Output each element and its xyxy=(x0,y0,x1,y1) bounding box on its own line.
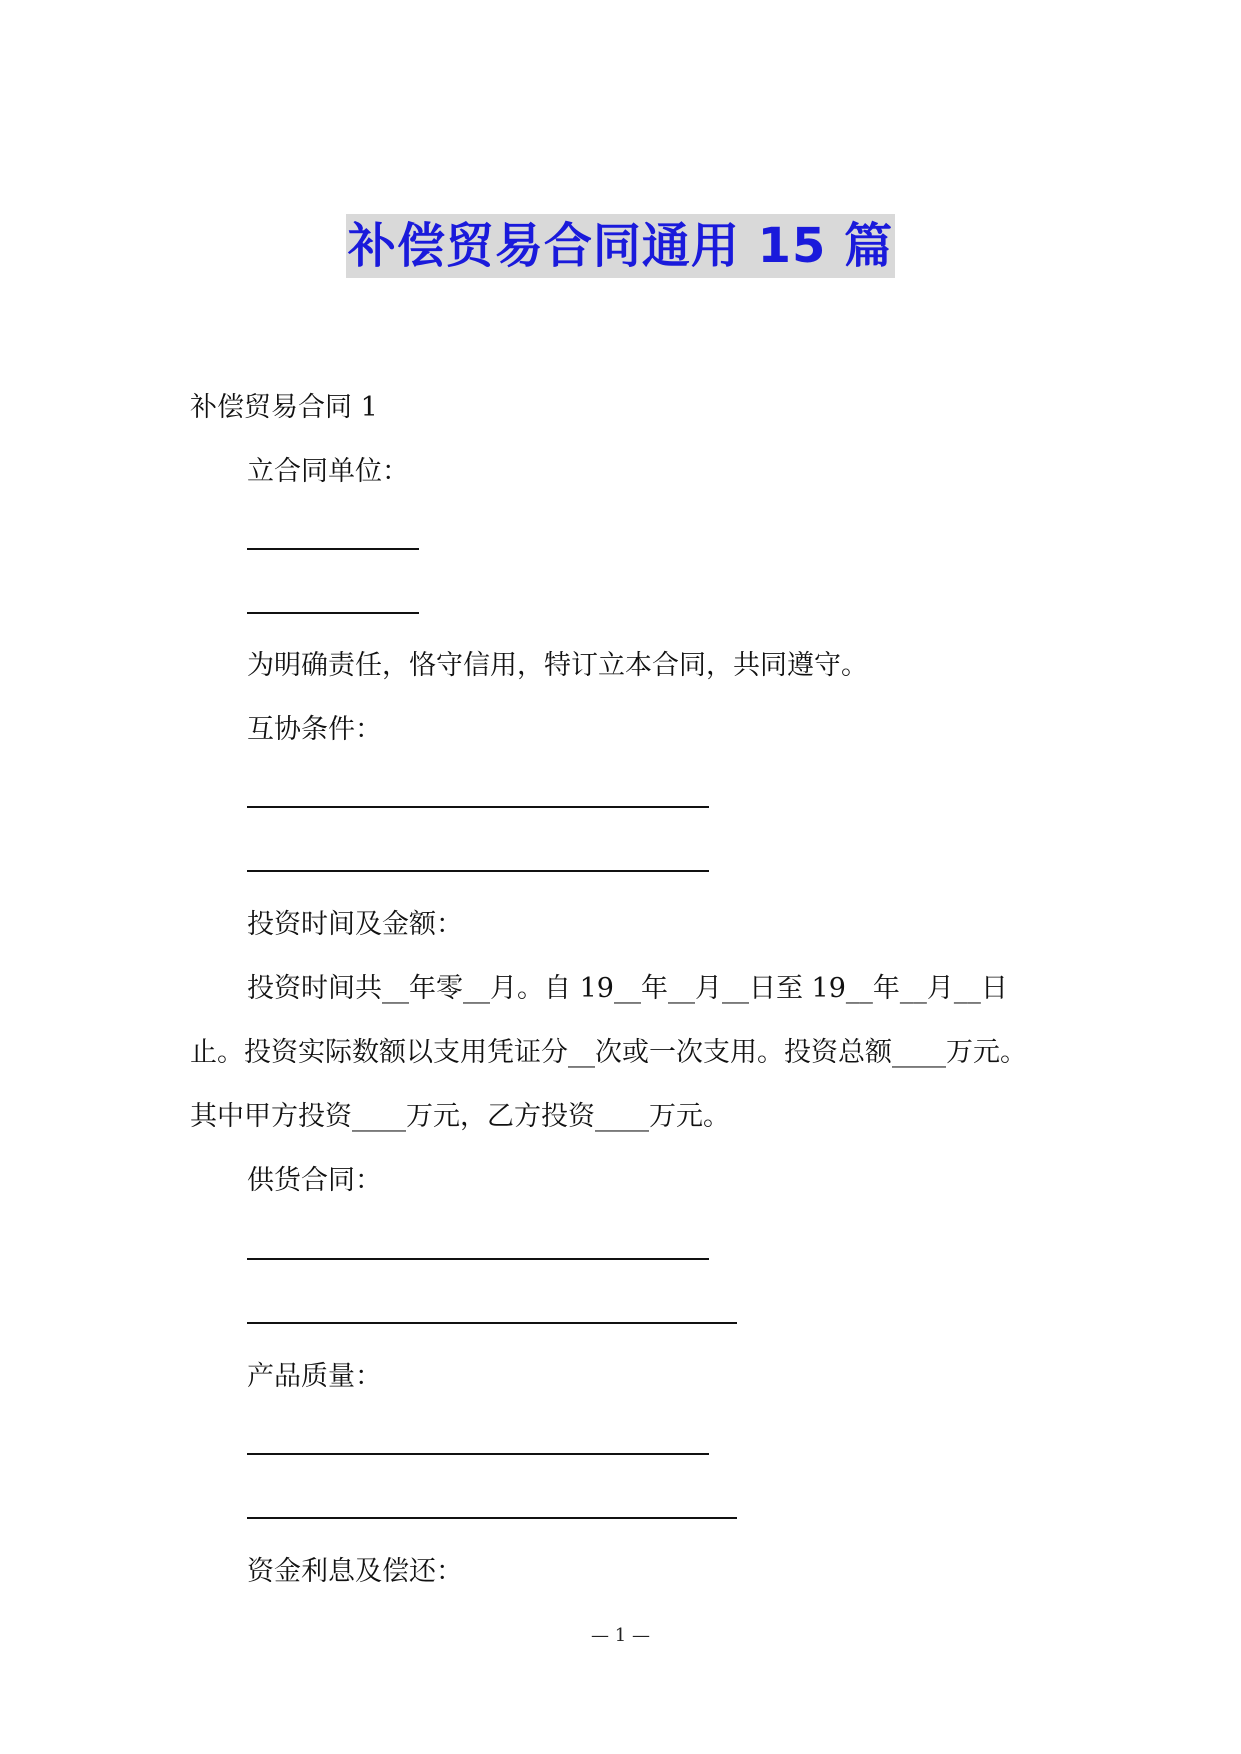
cooperation-blank-1 xyxy=(247,806,709,808)
supply-label: 供货合同： xyxy=(247,1165,382,1196)
supply-blank-2 xyxy=(247,1322,737,1324)
party-a-blank xyxy=(247,548,419,550)
cooperation-blank-2 xyxy=(247,870,709,872)
title-container xyxy=(0,214,1241,278)
cooperation-label: 互协条件： xyxy=(247,714,382,745)
quality-label: 产品质量： xyxy=(247,1361,382,1392)
parties-label: 立合同单位： xyxy=(247,456,409,487)
purpose-paragraph: 为明确责任，恪守信用，特订立本合同，共同遵守。 xyxy=(247,650,868,681)
investment-paragraph-line3: 其中甲方投资____万元，乙方投资____万元。 xyxy=(190,1101,730,1132)
funds-label: 资金利息及偿还： xyxy=(247,1556,463,1587)
page-number: — 1 — xyxy=(591,1625,650,1646)
supply-blank-1 xyxy=(247,1258,709,1260)
quality-blank-1 xyxy=(247,1453,709,1455)
investment-label: 投资时间及金额： xyxy=(247,909,463,940)
party-b-blank xyxy=(247,612,419,614)
investment-paragraph-line1: 投资时间共__年零__月。自 19__年__月__日至 19__年__月__日 xyxy=(247,973,1008,1004)
quality-blank-2 xyxy=(247,1517,737,1519)
document-title: 补偿贸易合同通用 15 篇 xyxy=(346,214,895,278)
section-heading: 补偿贸易合同 1 xyxy=(190,392,378,423)
investment-paragraph-line2: 止。投资实际数额以支用凭证分__次或一次支用。投资总额____万元。 xyxy=(190,1037,1027,1068)
